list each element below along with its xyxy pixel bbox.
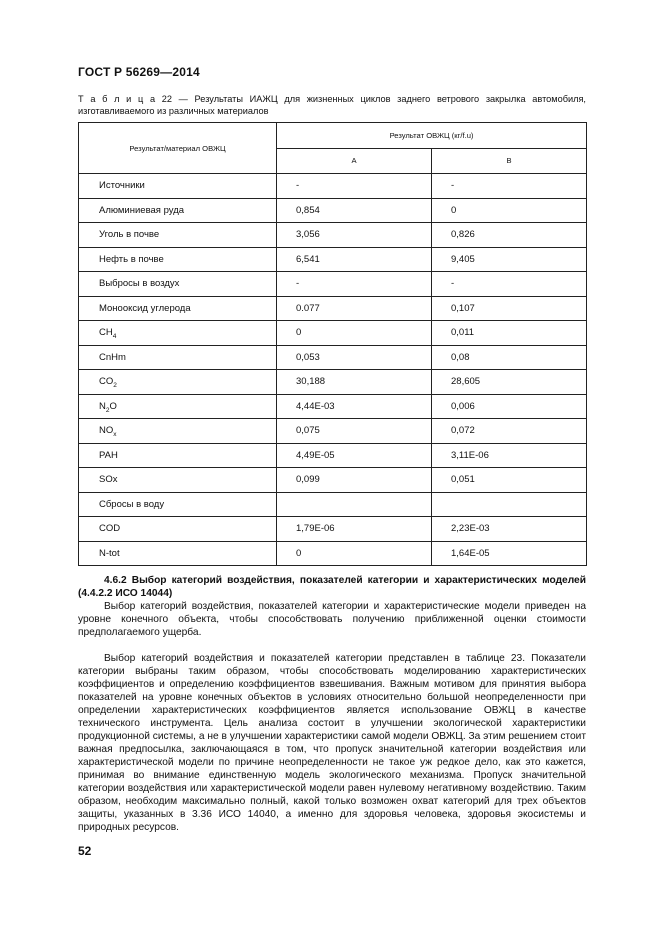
- value-b: 2,23E-03: [432, 517, 587, 542]
- value-a: 3,056: [277, 223, 432, 248]
- value-a: 4,44E-03: [277, 394, 432, 419]
- table-row: [79, 198, 587, 223]
- table-row: [79, 468, 587, 493]
- row-label: COD: [79, 517, 277, 542]
- value-a: 1,79E-06: [277, 517, 432, 542]
- value-b: 0,826: [432, 223, 587, 248]
- table-row: [79, 419, 587, 444]
- paragraph-1: Выбор категорий воздействия, показателей категории и характеристические модели приведен на уровне конечного объекта, чтобы способствовать получению приближенной оценки стоимости предполагаемого ущерба.: [78, 601, 586, 638]
- table-row: [79, 394, 587, 419]
- table-row: [79, 174, 587, 199]
- value-b: 0,051: [432, 468, 587, 493]
- table-row: [79, 345, 587, 370]
- row-label: Выбросы в воздух: [79, 272, 277, 297]
- value-a: 0,075: [277, 419, 432, 444]
- value-b: 28,605: [432, 370, 587, 395]
- table-row: [79, 247, 587, 272]
- table-row: [79, 541, 587, 566]
- row-label: $NO_x$: [79, 419, 277, 444]
- value-b: 0,011: [432, 321, 587, 346]
- results-table: [78, 122, 587, 566]
- table-row: [79, 492, 587, 517]
- row-label: Нефть в почве: [79, 247, 277, 272]
- page-number: 52: [78, 844, 92, 858]
- value-b: 0: [432, 198, 587, 223]
- value-a: 0,099: [277, 468, 432, 493]
- col-a-header: A: [277, 148, 432, 174]
- result-group-header: Результат ОВЖЦ (кг/f.u): [277, 123, 587, 149]
- value-a: 0: [277, 541, 432, 566]
- row-label: $CH_4$: [79, 321, 277, 346]
- row-label: PAH: [79, 443, 277, 468]
- material-header: Результат/материал ОВЖЦ: [79, 123, 277, 174]
- col-b-header: B: [432, 148, 587, 174]
- value-a: [277, 492, 432, 517]
- row-label: CnHm: [79, 345, 277, 370]
- value-b: 3,11E-06: [432, 443, 587, 468]
- document-id: ГОСТ Р 56269—2014: [78, 65, 200, 79]
- table-row: [79, 517, 587, 542]
- value-a: 0,053: [277, 345, 432, 370]
- row-label: N-tot: [79, 541, 277, 566]
- value-b: 0,072: [432, 419, 587, 444]
- value-a: 4,49E-05: [277, 443, 432, 468]
- value-b: 0,08: [432, 345, 587, 370]
- paragraph-2: Выбор категорий воздействия и показателей категории представлен в таблице 23. Показатели категории выбраны таким образом, чтобы способствовать моделированию характеристических коэффициентов и определению коэффициентов взвешивания. Важным мотивом для принятия выбора показателей на уровне конечных объектов в условиях относительно большой неопределенности при определении характеристических коэффициентов является использование ОВЖЦ в качестве технического инструмента. Цель анализа состоит в улучшении экологической характеристики продукционной системы, а не в улучшении характеристики самой модели ОВЖЦ. За этим решением стоит важная предпосылка, заключающаяся в том, что пропуск значительной категории воздействия или характеристической модели по причине неопределенности не такое уж редкое дело, как это кажется, принимая во внимание единственную модель экологического механизма. Пропуск значительной категории воздействия или характеристической модели равен нулевому негативному воздействию. Таким образом, необходим максимально полный, какой только возможен охват категорий для трех объектов защиты, указанных в 3.36 ИСО 14040, а именно для здоровья человека, здоровья экосистемы и природных ресурсов.: [78, 653, 586, 833]
- table-row: [79, 223, 587, 248]
- table-row: [79, 321, 587, 346]
- value-b: [432, 492, 587, 517]
- row-label: Монооксид углерода: [79, 296, 277, 321]
- value-b: 9,405: [432, 247, 587, 272]
- value-b: 0,107: [432, 296, 587, 321]
- value-a: 0: [277, 321, 432, 346]
- row-label: Источники: [79, 174, 277, 199]
- value-b: 1,64E-05: [432, 541, 587, 566]
- value-a: 0,854: [277, 198, 432, 223]
- table-row: [79, 272, 587, 297]
- value-a: 0.077: [277, 296, 432, 321]
- table-row: [79, 370, 587, 395]
- row-label: $N_2O$: [79, 394, 277, 419]
- row-label: $CO_2$: [79, 370, 277, 395]
- table-row: [79, 296, 587, 321]
- value-b: -: [432, 174, 587, 199]
- value-b: 0,006: [432, 394, 587, 419]
- section-title: 4.6.2 Выбор категорий воздействия, показателей категории и характеристических моделей (4.4.2.2 ИСО 14044): [78, 575, 586, 599]
- row-label: SOx: [79, 468, 277, 493]
- row-label: Алюминиевая руда: [79, 198, 277, 223]
- value-a: -: [277, 272, 432, 297]
- table-caption: Т а б л и ц а 22 — Результаты ИАЖЦ для жизненных циклов заднего ветрового закрылка автомобиля, изготавливаемого из различных материалов: [78, 94, 586, 116]
- value-a: -: [277, 174, 432, 199]
- value-a: 6,541: [277, 247, 432, 272]
- row-label: Уголь в почве: [79, 223, 277, 248]
- row-label: Сбросы в воду: [79, 492, 277, 517]
- table-row: [79, 443, 587, 468]
- value-a: 30,188: [277, 370, 432, 395]
- value-b: -: [432, 272, 587, 297]
